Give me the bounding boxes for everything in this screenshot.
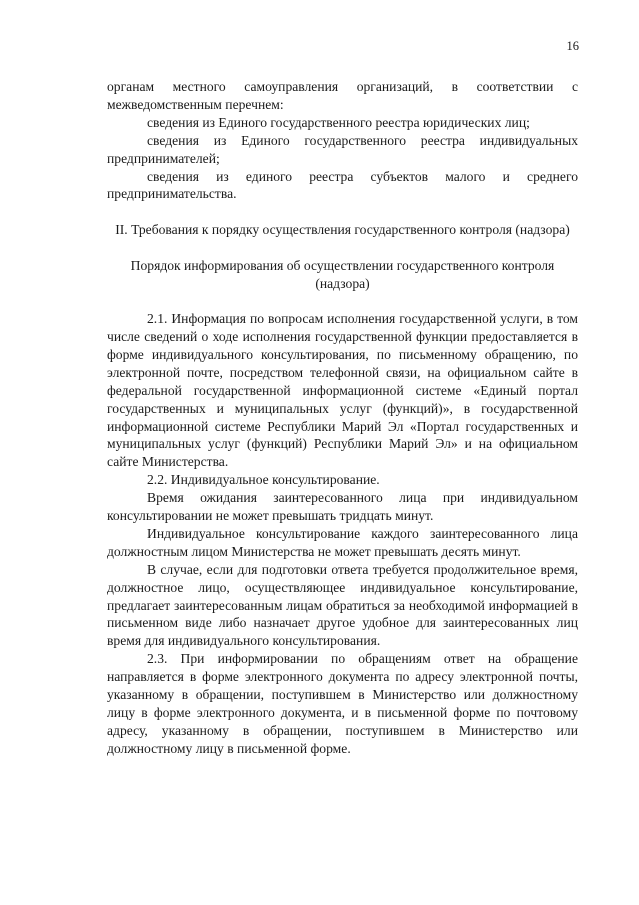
section-heading: II. Требования к порядку осуществления государственного контроля (надзора) (115, 222, 570, 238)
document-body (107, 78, 578, 758)
paragraph: В случае, если для подготовки ответа требуется продолжительное время, должностное лицо, осуществляющее индивидуальное консультирование, предлагает заинтересованным лицам обратиться за необходимой информацией в письменном виде либо назначает другое удобное для заинтересованных лиц время для индивидуального консультирования. (107, 561, 578, 649)
paragraph: сведения из Единого государственного реестра индивидуальных предпринимателей; (107, 132, 578, 166)
paragraph: 2.3. При информировании по обращениям ответ на обращение направляется в форме электронного документа по адресу электронной почты, указанному в обращении, поступившем в Министерство или должностному лицу в форме электронного документа, и в письменной форме по почтовому адресу, указанному в обращении, поступившем в Министерство или должностному лицу в письменной форме. (107, 651, 578, 756)
page-number: 16 (566, 39, 579, 53)
subsection-heading: Порядок информирования об осуществлении государственного контроля (надзора) (130, 258, 555, 292)
paragraph: 2.1. Информация по вопросам исполнения государственной услуги, в том числе сведений о ходе исполнения государственной функции предоставляется в форме индивидуального консультирования, по письменному обращению, по электронной почте, посредством телефонной связи, на официальном сайте в федеральной государственной информационной системе «Единый портал государственных и муниципальных услуг (функций)», в государственной информационной системе Республики Марий Эл «Портал государственных и муниципальных услуг (функций) Республики Марий Эл» и на официальном сайте Министерства. (107, 311, 578, 470)
paragraph: Время ожидания заинтересованного лица при индивидуальном консультировании не может превышать тридцать минут. (107, 490, 578, 524)
paragraph: сведения из единого реестра субъектов малого и среднего предпринимательства. (107, 168, 578, 202)
paragraph: 2.2. Индивидуальное консультирование. (147, 472, 380, 488)
paragraph: органам местного самоуправления организаций, в соответствии с межведомственным перечнем: (107, 79, 578, 112)
paragraph: сведения из Единого государственного реестра юридических лиц; (147, 114, 530, 130)
paragraph: Индивидуальное консультирование каждого заинтересованного лица должностным лицом Министерства не может превышать десять минут. (107, 525, 578, 559)
